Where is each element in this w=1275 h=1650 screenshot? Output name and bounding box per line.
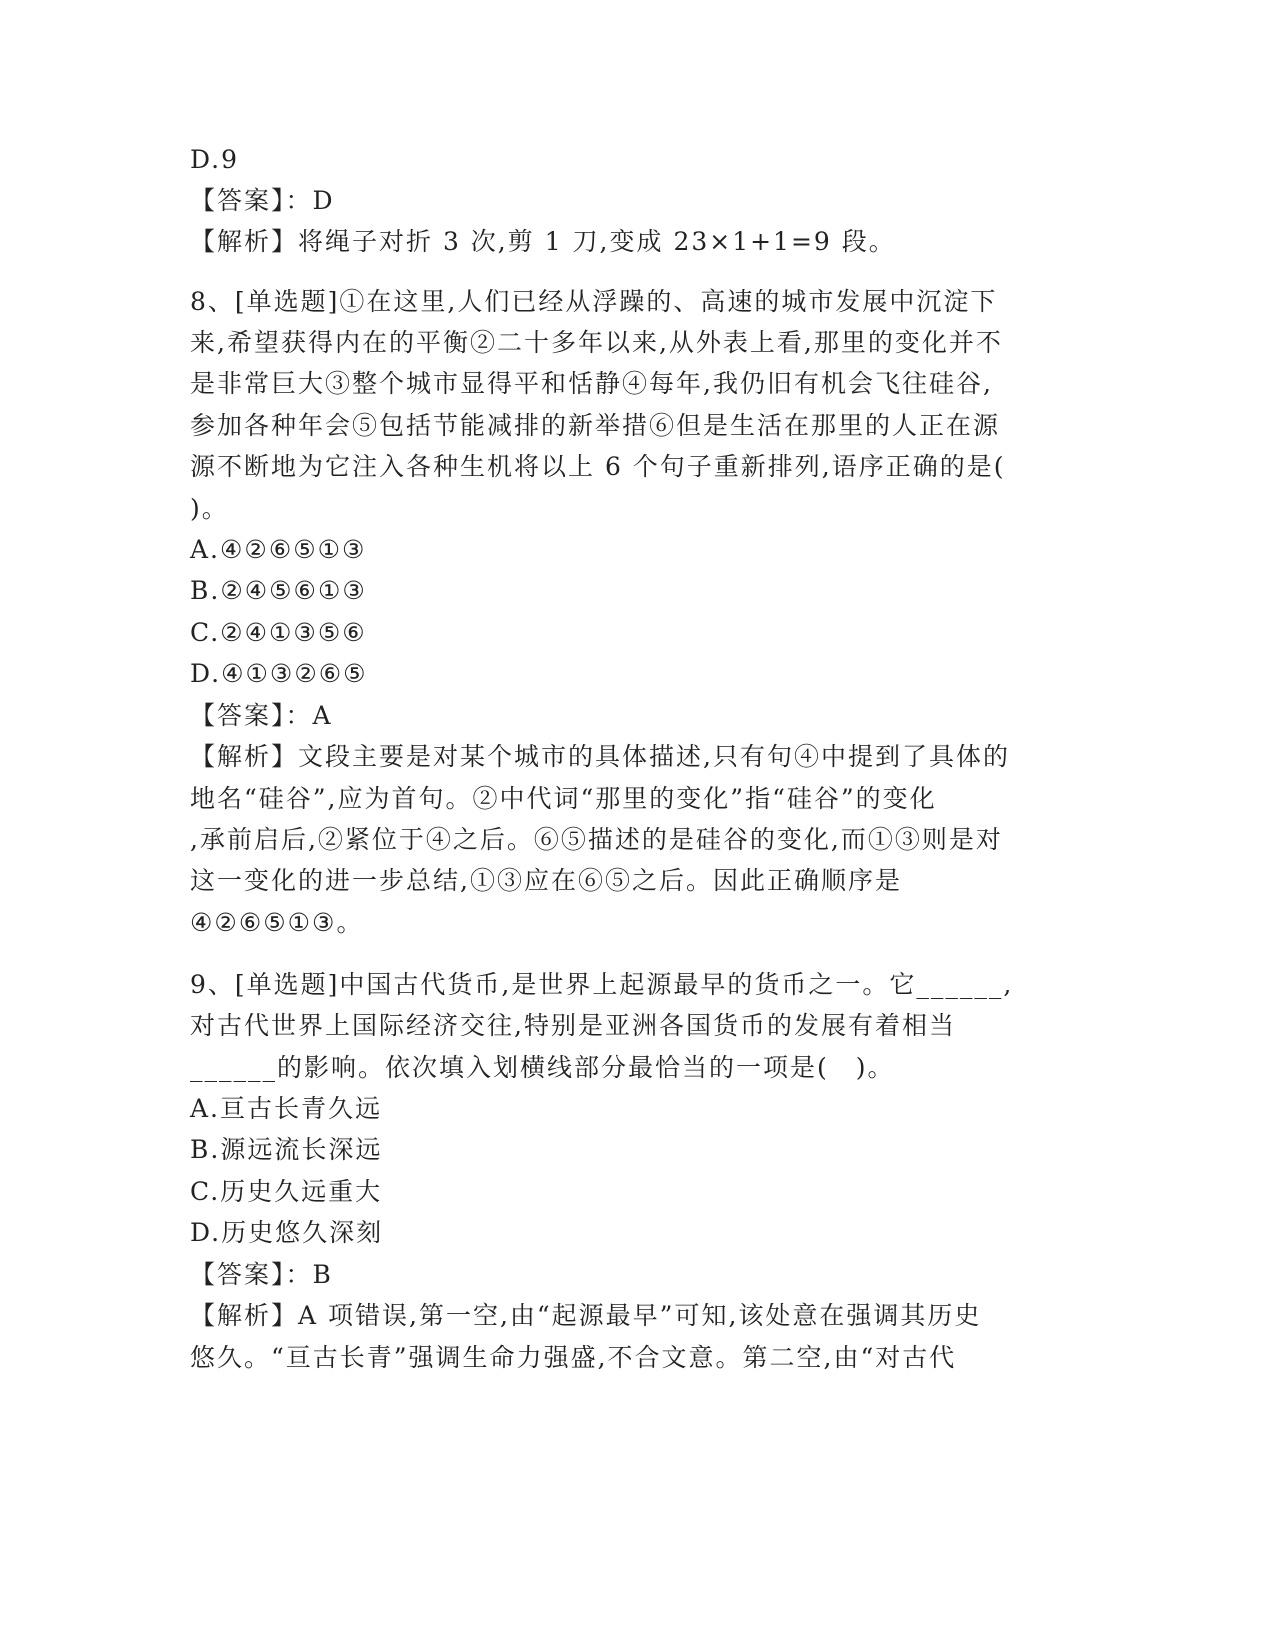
q8-stem-line-4: 参加各种年会⑤包括节能减排的新举措⑥但是生活在那里的人正在源 [190,411,1001,440]
q9-option-c: C.历史久远重大 [190,1177,383,1206]
q8-explanation-line-4: 这一变化的进一步总结,①③应在⑥⑤之后。因此正确顺序是 [190,866,902,895]
q8-option-a: A.④②⑥⑤①③ [190,535,367,564]
q8-answer: 【答案】：A [190,701,333,730]
q8-stem-line-2: 来,希望获得内在的平衡②二十多年以来,从外表上看,那里的变化并不 [190,328,1003,357]
q8-explanation-line-1: 【解析】文段主要是对某个城市的具体描述,只有句④中提到了具体的 [190,742,1010,771]
q9-stem-line-2: 对古代世界上国际经济交往,特别是亚洲各国货币的发展有着相当 [190,1011,956,1040]
q9-explanation-line-2: 悠久。“亘古长青”强调生命力强盛,不合文意。第二空,由“对古代 [190,1343,957,1372]
q9-answer: 【答案】：B [190,1260,333,1289]
q9-stem-line-1: 9、[单选题]中国古代货币,是世界上起源最早的货币之一。它______, [190,970,1014,999]
q8-option-b: B.②④⑤⑥①③ [190,576,367,605]
q8-option-c: C.②④①③⑤⑥ [190,618,367,647]
q9-explanation-line-1: 【解析】A 项错误,第一空,由“起源最早”可知,该处意在强调其历史 [190,1301,982,1330]
q7-option-d: D.9 [190,145,240,174]
q8-explanation-line-5: ④②⑥⑤①③。 [190,908,364,937]
q8-stem-line-5: 源不断地为它注入各种生机将以上 6 个句子重新排列,语序正确的是( [190,452,1006,481]
q8-explanation-line-3: ,承前启后,②紧位于④之后。⑥⑤描述的是硅谷的变化,而①③则是对 [190,825,1003,854]
q9-option-b: B.源远流长深远 [190,1135,383,1164]
q9-option-a: A.亘古长青久远 [190,1094,383,1123]
q7-explanation: 【解析】将绳子对折 3 次,剪 1 刀,变成 23×1+1=9 段。 [190,227,896,256]
q8-stem-line-6: )。 [190,494,229,523]
q8-option-d: D.④①③②⑥⑤ [190,659,368,688]
q9-stem-line-3: ______的影响。依次填入划横线部分最恰当的一项是( )。 [190,1053,895,1082]
q7-answer: 【答案】：D [190,186,335,215]
q9-option-d: D.历史悠久深刻 [190,1218,384,1247]
q8-explanation-line-2: 地名“硅谷”,应为首句。②中代词“那里的变化”指“硅谷”的变化 [190,784,937,813]
q8-stem-line-1: 8、[单选题]①在这里,人们已经从浮躁的、高速的城市发展中沉淀下 [190,287,998,316]
q8-stem-line-3: 是非常巨大③整个城市显得平和恬静④每年,我仍旧有机会飞往硅谷, [190,369,993,398]
